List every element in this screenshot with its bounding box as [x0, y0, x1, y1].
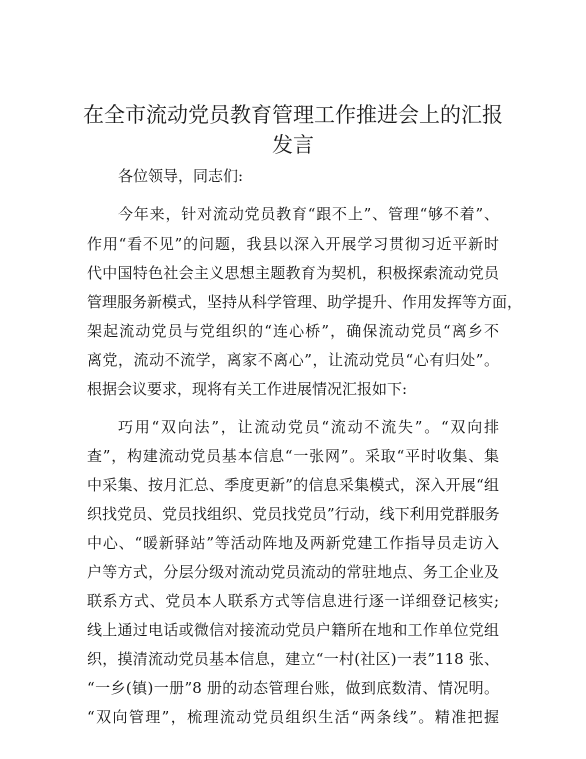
paragraph-2-line: 中心、“暖新驿站”等活动阵地及两新党建工作指导员走访入 [87, 534, 499, 552]
paragraph-2-line: 中采集、按月汇总、季度更新”的信息采集模式，深入开展“组 [87, 476, 499, 494]
paragraph-1-line: 离党，流动不流学，离家不离心”，让流动党员“心有归处”。 [87, 351, 499, 369]
paragraph-1-line: 根据会议要求，现将有关工作进展情况汇报如下: [87, 380, 408, 398]
paragraph-2-line: “双向管理”，梳理流动党员组织生活“两条线”。精准把握 [87, 708, 499, 726]
paragraph-1-line: 管理服务新模式，坚持从科学管理、助学提升、作用发挥等方面， [87, 293, 523, 311]
paragraph-2-line: 织找党员、党员找组织、党员找党员”行动，线下利用党群服务 [87, 505, 500, 523]
paragraph-2-line: “一乡(镇)一册”8 册的动态管理台账，做到底数清、情况明。 [87, 679, 499, 697]
paragraph-1-line: 代中国特色社会主义思想主题教育为契机，积极探索流动党员 [87, 264, 499, 282]
paragraph-2-line: 户等方式，分层分级对流动党员流动的常驻地点、务工企业及 [87, 563, 499, 581]
paragraph-2-line: 联系方式、党员本人联系方式等信息进行逐一详细登记核实; [87, 592, 499, 610]
paragraph-2-line: 查”，构建流动党员基本信息“一张网”。采取“平时收集、集 [87, 447, 499, 465]
paragraph-2-line: 织，摸清流动党员基本信息，建立“一村(社区)一表”118 张、 [87, 650, 499, 668]
paragraph-2-line: 线上通过电话或微信对接流动党员户籍所在地和工作单位党组 [87, 621, 499, 639]
paragraph-1-line: 作用“看不见”的问题，我县以深入开展学习贯彻习近平新时 [87, 235, 499, 253]
salutation: 各位领导，同志们: [118, 167, 244, 185]
paragraph-2-line: 巧用“双向法”，让流动党员“流动不流失”。“双向排 [118, 418, 499, 436]
document-title-line-1: 在全市流动党员教育管理工作推进会上的汇报 [83, 103, 503, 127]
document-title-line-2: 发言 [272, 133, 314, 157]
paragraph-1-line: 架起流动党员与党组织的“连心桥”，确保流动党员“离乡不 [87, 322, 499, 340]
paragraph-1-line: 今年来，针对流动党员教育“跟不上”、管理“够不着”、 [118, 205, 499, 223]
